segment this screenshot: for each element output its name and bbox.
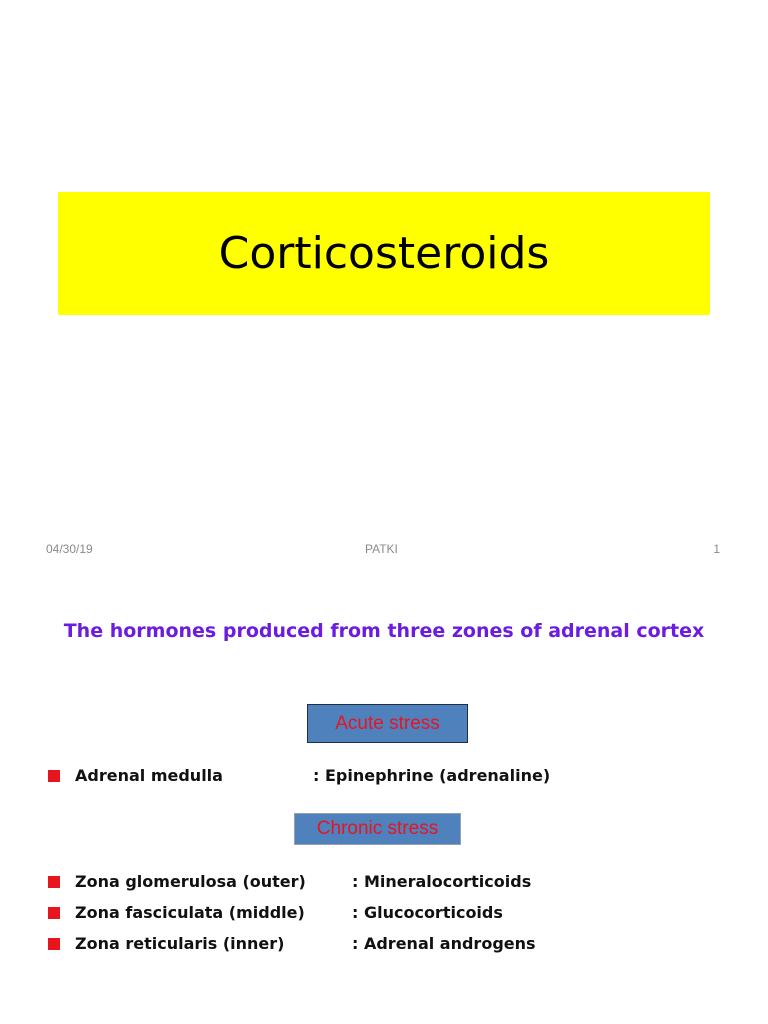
item-value: : Adrenal androgens	[352, 934, 536, 953]
slide-heading: The hormones produced from three zones of adrenal cortex	[63, 620, 705, 642]
acute-stress-box: Acute stress	[307, 704, 468, 743]
chronic-stress-box: Chronic stress	[294, 813, 461, 845]
item-value: : Mineralocorticoids	[352, 872, 532, 891]
item-value: : Epinephrine (adrenaline)	[313, 766, 551, 785]
item-name: Zona glomerulosa (outer)	[75, 872, 306, 891]
square-bullet-icon	[48, 907, 60, 919]
slide-title: Corticosteroids	[218, 228, 550, 279]
square-bullet-icon	[48, 938, 60, 950]
square-bullet-icon	[48, 770, 60, 782]
footer-date: 04/30/19	[46, 542, 93, 556]
list-item	[48, 903, 503, 922]
footer-author: PATKI	[365, 542, 398, 556]
footer-page-number: 1	[713, 542, 720, 556]
item-name: Zona reticularis (inner)	[75, 934, 285, 953]
list-item	[48, 934, 536, 953]
list-item	[48, 872, 532, 891]
slide-2	[0, 576, 768, 1024]
item-value: : Glucocorticoids	[352, 903, 503, 922]
square-bullet-icon	[48, 876, 60, 888]
list-item-medulla	[48, 766, 551, 785]
title-banner	[58, 192, 710, 315]
item-name: Adrenal medulla	[75, 766, 223, 785]
item-name: Zona fasciculata (middle)	[75, 903, 305, 922]
